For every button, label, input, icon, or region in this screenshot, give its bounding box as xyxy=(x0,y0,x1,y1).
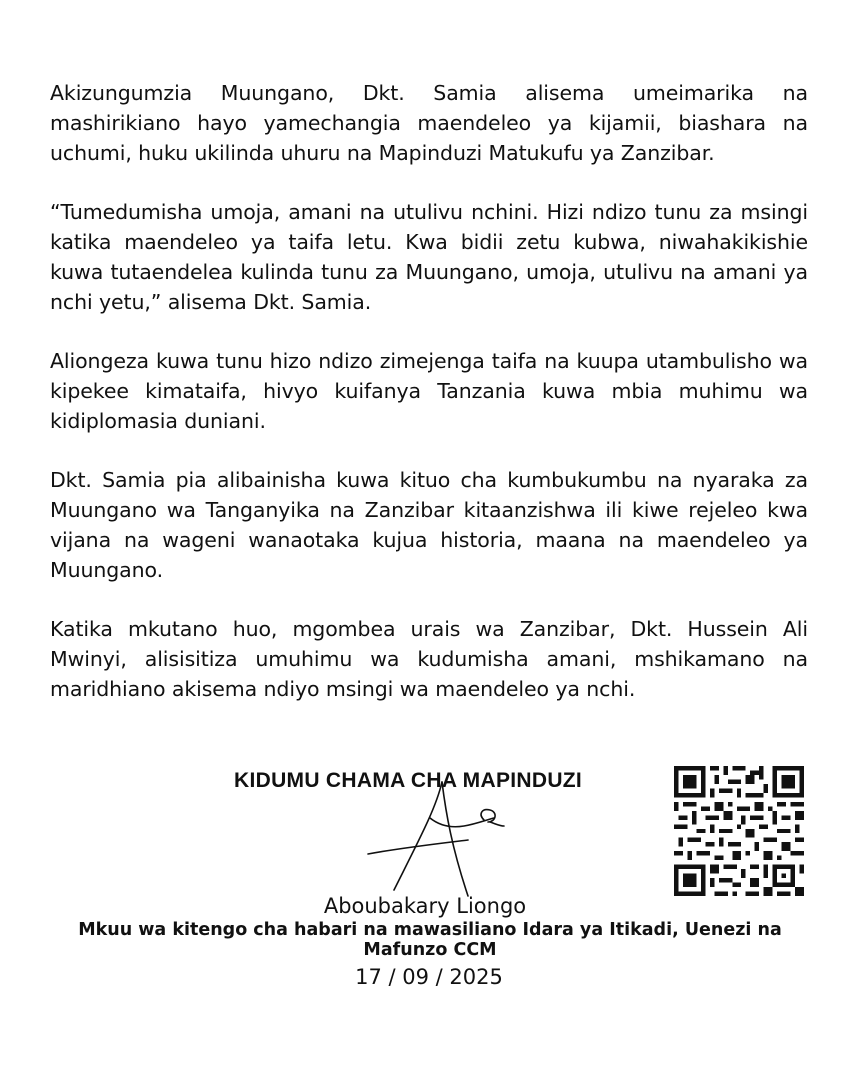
paragraph-5: Katika mkutano huo, mgombea urais wa Zanzibar, Dkt. Hussein Ali Mwinyi, alisisitiza umuhimu wa kudumisha amani, mshikamano na maridhiano akisema ndiyo msingi wa maendeleo ya nchi. xyxy=(50,617,808,701)
qr-code-icon xyxy=(672,766,806,896)
paragraph-1: Akizungumzia Muungano, Dkt. Samia alisema umeimarika na mashirikiano hayo yamechangia maendeleo ya kijamii, biashara na uchumi, huku ukilinda uhuru na Mapinduzi Matukufu ya Zanzibar. xyxy=(50,81,808,165)
press-release-body xyxy=(50,78,808,733)
paragraph-4: Dkt. Samia pia alibainisha kuwa kituo cha kumbukumbu na nyaraka za Muungano wa Tanganyika na Zanzibar kitaanzishwa ili kiwe rejeleo kwa vijana na wageni wanaotaka kujua historia, maana na maendeleo ya Muungano. xyxy=(50,468,808,582)
release-date xyxy=(0,964,860,990)
signer-name-text: Aboubakary Liongo xyxy=(323,894,527,918)
party-slogan: KIDUMU CHAMA CHA MAPINDUZI xyxy=(234,769,583,792)
paragraph-2: “Tumedumisha umoja, amani na utulivu nchini. Hizi ndizo tunu za msingi katika maendeleo ya taifa letu. Kwa bidii zetu kubwa, niwahakikishie kuwa tutaendelea kulinda tunu za Muungano, umoja, utulivu na amani ya nchi yetu,” alisema Dkt. Samia. xyxy=(50,200,808,314)
paragraph-3: Aliongeza kuwa tunu hizo ndizo zimejenga taifa na kuupa utambulisho wa kipekee kimataifa, hivyo kuifanya Tanzania kuwa mbia muhimu wa kidiplomasia duniani. xyxy=(50,349,808,433)
signature-icon xyxy=(360,778,520,908)
signer-name xyxy=(0,893,860,919)
release-date-text: 17 / 09 / 2025 xyxy=(355,965,503,989)
signer-title: Mkuu wa kitengo cha habari na mawasiliano Idara ya Itikadi, Uenezi na Mafunzo CCM xyxy=(78,920,782,960)
